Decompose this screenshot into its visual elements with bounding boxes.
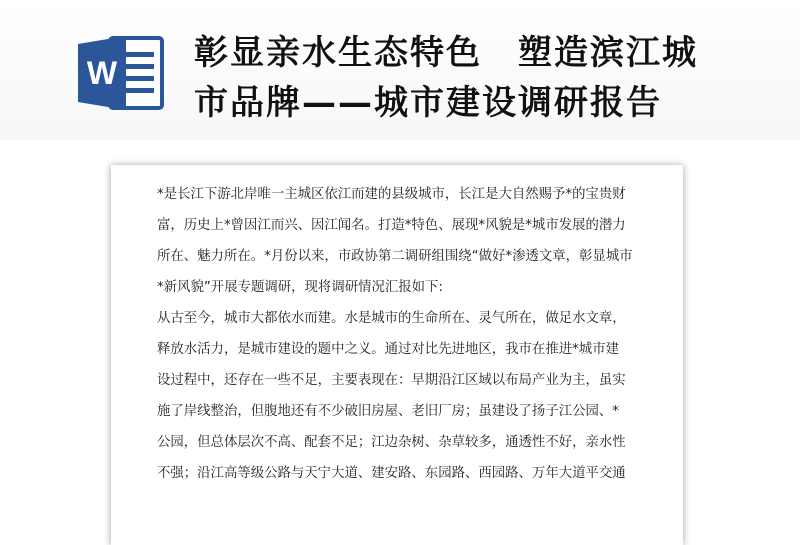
word-document-icon [76,32,164,114]
title-line: 彰显亲水生态特色 塑造滨江城 [194,33,698,73]
page-title [194,28,784,128]
document-line: *新风貌”开展专题调研，现将调研情况汇报如下: [157,280,443,295]
document-line: 富，历史上*曾因江而兴、因江闻名。打造*特色、展现*风貌是*城市发展的潜力 [157,218,626,233]
document-line: *是长江下游北岸唯一主城区依江而建的县级城市，长江是大自然赐予*的宝贵财 [157,187,626,202]
document-line: 释放水活力，是城市建设的题中之义。通过对比先进地区，我市在推进*城市建 [157,342,619,357]
document-body [157,179,641,489]
title-line: 市品牌——城市建设调研报告 [194,83,662,123]
document-line: 设过程中，还存在一些不足，主要表现在：早期沿江区域以布局产业为主，虽实 [157,373,626,388]
document-line: 施了岸线整治，但腹地还有不少破旧房屋、老旧厂房；虽建设了扬子江公园、* [157,404,619,419]
document-page-preview [111,165,683,545]
document-line: 所在、魅力所在。*月份以来，市政协第二调研组围绕“做好*渗透文章，彰显城市 [157,249,633,264]
document-line: 不强；沿江高等级公路与天宁大道、建安路、东园路、西园路、万年大道平交通 [157,466,626,481]
word-icon-letter: W [86,55,118,91]
header-banner [0,0,800,140]
document-line: 公园，但总体层次不高、配套不足；江边杂树、杂草较多，通透性不好，亲水性 [157,435,626,450]
document-line: 从古至今，城市大都依水而建。水是城市的生命所在、灵气所在，做足水文章， [157,311,626,326]
